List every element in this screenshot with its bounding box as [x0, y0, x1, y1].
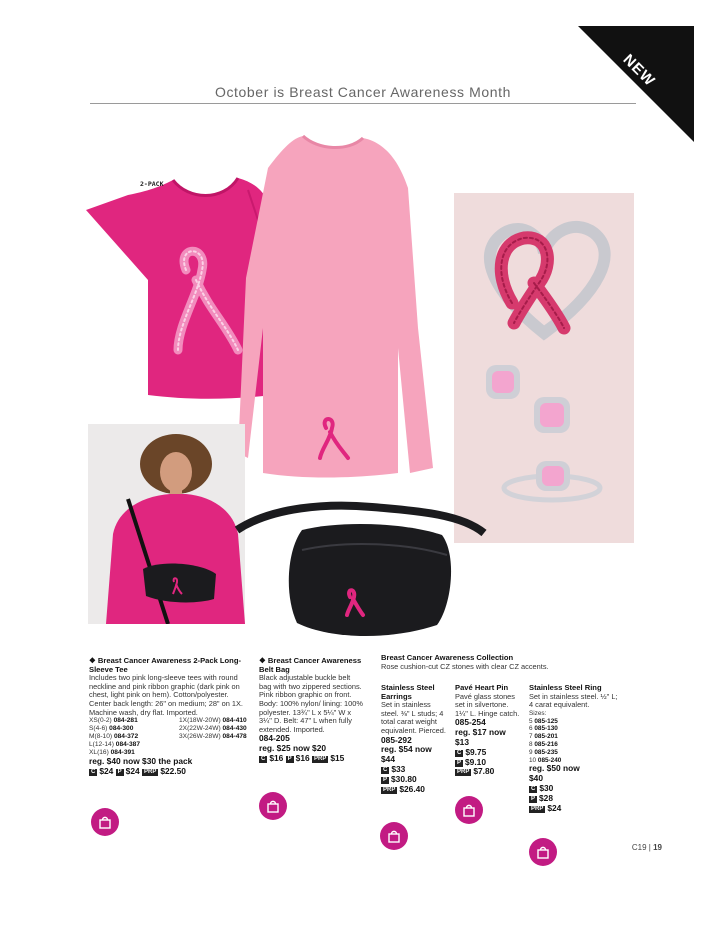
- collection-title: Breast Cancer Awareness Collection: [381, 653, 514, 662]
- ring-size-9: 9 085-235: [529, 748, 558, 756]
- pin-description: Pavé glass stones set in silvertone. 1¼" L. Hinge catch.: [455, 691, 520, 718]
- earrings-details: [381, 684, 447, 794]
- pin-price-c: C $9.75: [457, 746, 487, 757]
- model-photo[interactable]: [88, 424, 245, 624]
- ring-size-5: 5 085-125: [529, 717, 558, 725]
- tee-size-2x: 2X(22W-24W) 084-430: [179, 725, 247, 733]
- earrings-title: Stainless Steel Earrings: [381, 683, 435, 701]
- tee-description: Includes two pink long-sleeve tees with round neckline and pink ribbon graphic (dark pink on chest, light pink on hem). Cotton/polyester. Center back length: 26" on medium; 28" on 1X. Machine wash, dry flat. Imported.: [89, 673, 243, 717]
- ring-size-8: 8 085-216: [529, 740, 558, 748]
- tee-add-to-bag-button[interactable]: [91, 808, 119, 836]
- shopping-bag-icon: [266, 799, 280, 813]
- jewelry-photo[interactable]: [454, 193, 634, 543]
- belt-bag-add-to-bag-button[interactable]: [259, 792, 287, 820]
- tee-title: ❖ Breast Cancer Awareness 2-Pack Long-Sleeve Tee: [89, 656, 241, 674]
- earrings-price-p: P $30.80: [383, 773, 417, 784]
- earrings-add-to-bag-button[interactable]: [380, 822, 408, 850]
- ring-price-c: C $30: [531, 782, 554, 793]
- ring-sizes: [529, 710, 619, 765]
- belt-bag-price: reg. $25 now $20: [259, 743, 327, 754]
- pin-price-prp: PRP $7.80: [457, 766, 495, 777]
- header-rule: [90, 103, 636, 104]
- ring-size-10: 10 085-240: [529, 756, 562, 764]
- belt-bag-description: Black adjustable buckle belt bag with two zippered sections. Pink ribbon graphic on front. Body: 100% nylon/ lining: 100% polyester. 13¾" L x 5¼" W x 3¼" D. Belt: 47" L when fully extended. Imported.: [259, 673, 363, 734]
- ring-details: [529, 684, 619, 813]
- new-badge-label: NEW: [619, 51, 659, 90]
- page-number: C19 | 19: [631, 843, 662, 852]
- tee-size-empty: [179, 741, 269, 749]
- belt-bag-details: [259, 657, 364, 764]
- light-pink-tee-image[interactable]: [238, 128, 438, 488]
- collection-subtitle: Rose cushion-cut CZ stones with clear CZ accents.: [381, 661, 549, 671]
- ring-sizes-label: Sizes:: [529, 709, 547, 717]
- page-number-value: 19: [653, 843, 662, 852]
- earrings-price: reg. $54 now $44: [381, 744, 432, 765]
- pin-details: [455, 684, 521, 777]
- ring-price-p: P $28: [531, 792, 553, 803]
- pin-code: 085-254: [455, 717, 486, 728]
- tee-member-prices: C $24 P $24 PRP $22.50: [91, 765, 186, 776]
- tee-size-list: [89, 717, 249, 757]
- earrings-price-c: C $33: [383, 763, 406, 774]
- belt-bag-member-prices: C $16 P $16 PRP $15: [261, 752, 345, 763]
- two-pack-label: 2-PACK: [140, 180, 164, 188]
- collection-heading: [381, 654, 641, 671]
- shopping-bag-icon: [387, 829, 401, 843]
- tee-size-xs: XS(0-2) 084-281: [89, 717, 138, 725]
- shopping-bag-icon: [98, 815, 112, 829]
- ring-size-6: 6 085-130: [529, 725, 558, 733]
- ring-description: Set in stainless steel. ½" L; 4 carat equivalent.: [529, 691, 618, 710]
- tee-size-s: S(4-6) 084-300: [89, 725, 134, 733]
- earrings-description: Set in stainless steel. ⅜" L studs; 4 total carat weight equivalent. Pierced.: [381, 700, 446, 735]
- tee-size-l: L(12-14) 084-387: [89, 741, 140, 749]
- belt-bag-code: 084-205: [259, 733, 290, 744]
- ring-price: reg. $50 now $40: [529, 763, 580, 784]
- page-header: October is Breast Cancer Awareness Month: [214, 84, 512, 100]
- ring-title: Stainless Steel Ring: [529, 683, 602, 692]
- page-code: C19: [631, 843, 647, 852]
- ring-size-7: 7 085-201: [529, 733, 558, 741]
- tee-size-xl: XL(16) 084-391: [89, 749, 135, 757]
- shopping-bag-icon: [536, 845, 550, 859]
- belt-bag-title: ❖ Breast Cancer Awareness Belt Bag: [259, 656, 362, 674]
- pin-add-to-bag-button[interactable]: [455, 796, 483, 824]
- earrings-price-prp: PRP $26.40: [383, 783, 425, 794]
- tee-size-1x: 1X(18W-20W) 084-410: [179, 717, 247, 725]
- pin-title: Pavé Heart Pin: [455, 683, 509, 692]
- pin-price-p: P $9.10: [457, 756, 486, 767]
- pin-price: reg. $17 now $13: [455, 727, 506, 747]
- tee-price: reg. $40 now $30 the pack: [89, 756, 193, 767]
- tee-size-m: M(8-10) 084-372: [89, 733, 139, 741]
- tee-details: [89, 657, 249, 777]
- shopping-bag-icon: [462, 803, 476, 817]
- belt-bag-image[interactable]: [232, 495, 487, 645]
- ring-add-to-bag-button[interactable]: [529, 838, 557, 866]
- tee-size-3x: 3X(26W-28W) 084-478: [179, 733, 247, 741]
- ring-price-prp: PRP $24: [531, 802, 562, 813]
- earrings-code: 085-292: [381, 734, 412, 745]
